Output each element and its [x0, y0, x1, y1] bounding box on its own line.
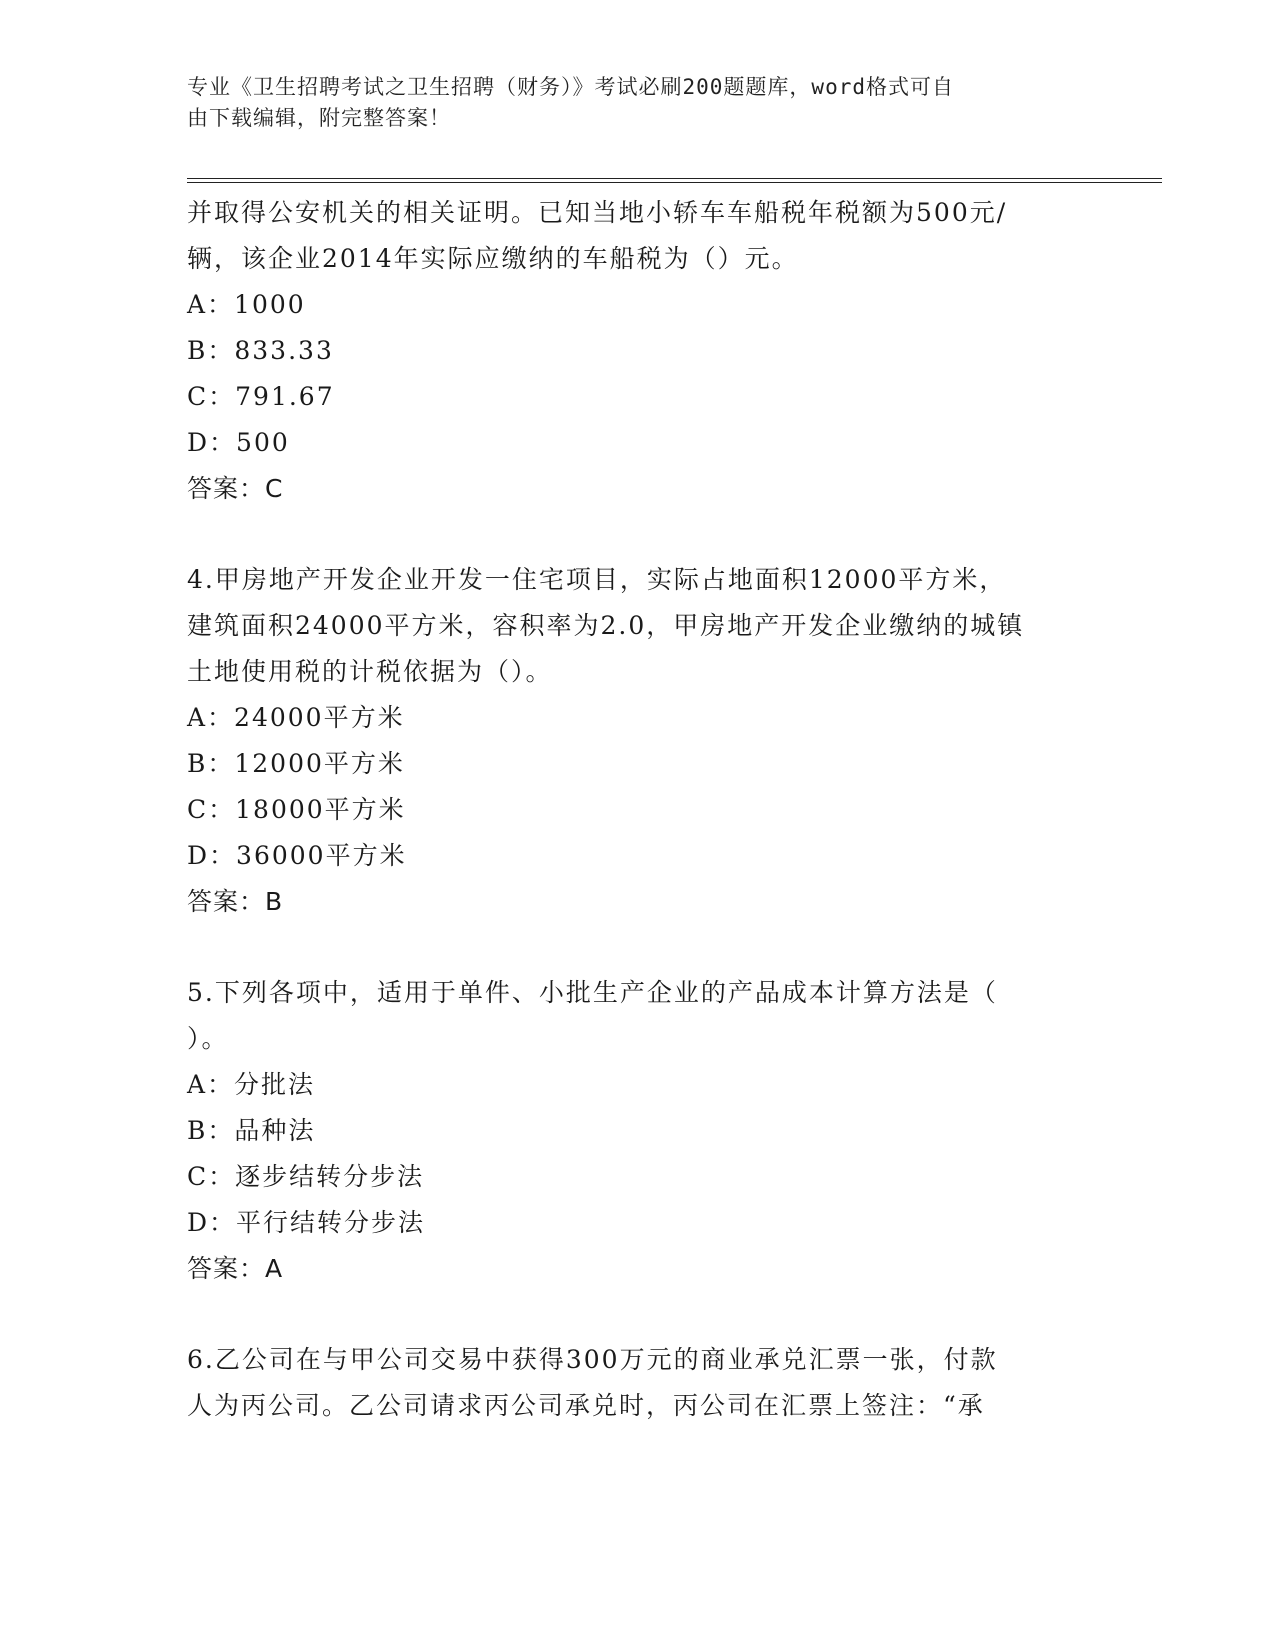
option-c: C：18000平方米: [187, 795, 406, 824]
question-spacer: [187, 1292, 1087, 1337]
option-d: D：平行结转分步法: [187, 1208, 426, 1237]
question-6: [187, 1337, 1087, 1429]
answer-line: 答案：A: [187, 1254, 284, 1283]
option-b: B：品种法: [187, 1116, 316, 1145]
question-stem-line: ）。: [187, 1024, 229, 1053]
option-a: A：24000平方米: [187, 703, 405, 732]
question-list: [187, 190, 1087, 1429]
question-4: [187, 557, 1087, 925]
question-stem-line: 5.下列各项中，适用于单件、小批生产企业的产品成本计算方法是（: [187, 978, 998, 1007]
option-a: A：分批法: [187, 1070, 316, 1099]
option-d: D：500: [187, 428, 290, 457]
question-5: [187, 970, 1087, 1292]
question-stem-line: 建筑面积24000平方米，容积率为2.0，甲房地产开发企业缴纳的城镇: [187, 611, 1025, 640]
question-stem-line: 人为丙公司。乙公司请求丙公司承兑时，丙公司在汇票上签注：“承: [187, 1391, 985, 1420]
option-a: A：1000: [187, 290, 306, 319]
question-stem-line: 土地使用税的计税依据为（）。: [187, 657, 553, 686]
question-stem-line: 并取得公安机关的相关证明。已知当地小轿车车船税年税额为500元/: [187, 198, 1008, 227]
question-stem-line: 4.甲房地产开发企业开发一住宅项目，实际占地面积12000平方米，: [187, 565, 1007, 594]
header-line-1: 专业《卫生招聘考试之卫生招聘（财务）》考试必刷200题题库，word格式可自: [187, 75, 954, 99]
option-b: B：833.33: [187, 336, 334, 365]
option-c: C：逐步结转分步法: [187, 1162, 425, 1191]
answer-line: 答案：C: [187, 474, 284, 503]
question-spacer: [187, 512, 1087, 557]
document-header: [187, 72, 1067, 134]
option-c: C：791.67: [187, 382, 335, 411]
question-stem-line: 6.乙公司在与甲公司交易中获得300万元的商业承兑汇票一张，付款: [187, 1345, 998, 1374]
header-divider: [187, 178, 1162, 183]
option-b: B：12000平方米: [187, 749, 405, 778]
question-3: [187, 190, 1087, 512]
option-d: D：36000平方米: [187, 841, 407, 870]
header-line-2: 由下载编辑，附完整答案！: [187, 106, 451, 130]
question-stem-line: 辆，该企业2014年实际应缴纳的车船税为（）元。: [187, 244, 799, 273]
question-spacer: [187, 925, 1087, 970]
answer-line: 答案：B: [187, 887, 284, 916]
